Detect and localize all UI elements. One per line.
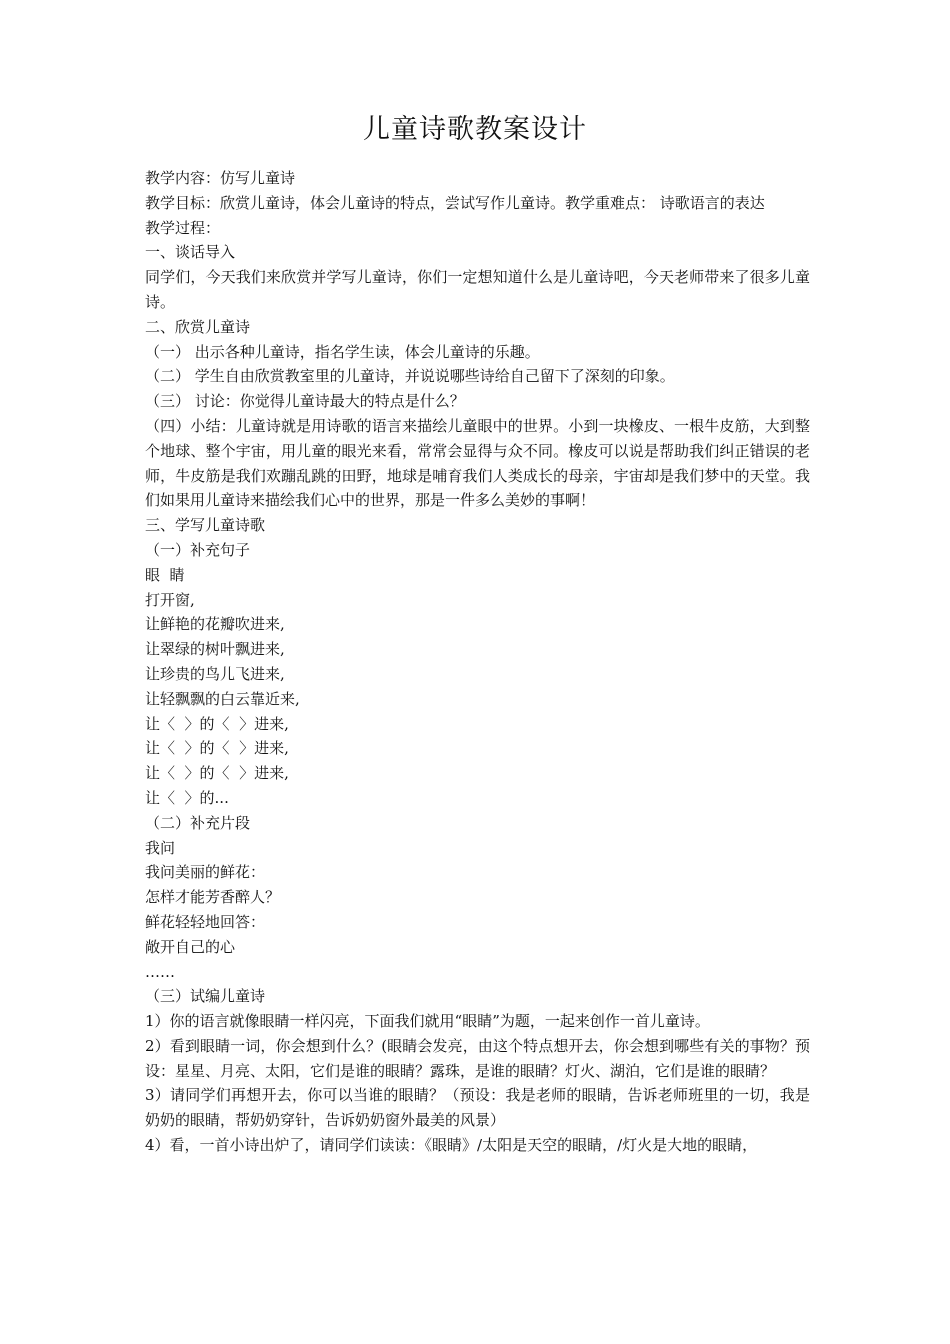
- compose-step-1: 1）你的语言就像眼睛一样闪亮，下面我们就用“眼睛”为题，一起来创作一首儿童诗。: [145, 1012, 710, 1031]
- compose-step-2: 2）看到眼睛一词，你会想到什么？(眼睛会发亮，由这个特点想开去，你会想到哪些有关的事物？预设：星星、月亮、太阳，它们是谁的眼睛？露珠，是谁的眼睛？灯火、湖泊，它们是谁的眼睛？: [145, 1036, 810, 1080]
- fragment-line: 我问美丽的鲜花：: [145, 863, 266, 882]
- poem-blank-line: 让〈 〉的〈 〉进来,: [145, 739, 289, 758]
- teaching-content-line: 教学内容：仿写儿童诗: [145, 169, 296, 187]
- fragment-line: 怎样才能芳香醉人？: [145, 888, 281, 907]
- poem-title-eyes: 眼 睛: [145, 565, 185, 584]
- fragment-line: 我问: [145, 838, 176, 857]
- section-heading-write: 三、学写儿童诗歌: [145, 516, 266, 535]
- subsection-complete-sentences: （一）补充句子: [145, 540, 251, 559]
- section-heading-appreciate: 二、欣赏儿童诗: [145, 317, 251, 336]
- summary-paragraph: （四）小结：儿童诗就是用诗歌的语言来描绘儿童眼中的世界。小到一块橡皮、一根牛皮筋，大到整个地球、整个宇宙，用儿童的眼光来看，常常会显得与众不同。橡皮可以说是帮助我们纠正错误的老师，牛皮筋是我们欢蹦乱跳的田野，地球是哺育我们人类成长的母亲，宇宙却是我们梦中的天堂。我们如果用儿童诗来描绘我们心中的世界，那是一件多么美妙的事啊！: [145, 416, 810, 510]
- poem-line: 让轻飘飘的白云靠近来,: [145, 689, 300, 708]
- document-body: [145, 166, 810, 1158]
- poem-line: 让珍贵的鸟儿飞进来,: [145, 664, 285, 683]
- compose-step-3: 3）请同学们再想开去，你可以当谁的眼睛？（预设：我是老师的眼睛，告诉老师班里的一切，我是奶奶的眼睛，帮奶奶穿针，告诉奶奶窗外最美的风景）: [145, 1086, 810, 1130]
- fragment-line: 敞开自己的心: [145, 937, 236, 956]
- subsection-compose-poem: （三）试编儿童诗: [145, 987, 266, 1006]
- intro-paragraph: 同学们，今天我们来欣赏并学写儿童诗，你们一定想知道什么是儿童诗吧，今天老师带来了很多儿童诗。: [145, 268, 810, 311]
- poem-blank-line: 让〈 〉的〈 〉进来,: [145, 764, 289, 783]
- section-heading-intro: 一、谈话导入: [145, 243, 236, 262]
- appreciate-item-2: （二） 学生自由欣赏教室里的儿童诗，并说说哪些诗给自己留下了深刻的印象。: [145, 367, 675, 386]
- poem-blank-line: 让〈 〉的〈 〉进来,: [145, 714, 289, 733]
- fragment-ellipsis: ……: [145, 962, 175, 981]
- poem-line: 让翠绿的树叶飘进来,: [145, 640, 285, 659]
- appreciate-item-3: （三） 讨论：你觉得儿童诗最大的特点是什么？: [145, 392, 465, 411]
- subsection-complete-fragment: （二）补充片段: [145, 813, 251, 832]
- poem-line: 打开窗,: [145, 590, 195, 609]
- poem-line: 让鲜艳的花瓣吹进来,: [145, 615, 285, 634]
- teaching-process-heading: 教学过程：: [145, 218, 221, 237]
- appreciate-item-1: （一） 出示各种儿童诗，指名学生读，体会儿童诗的乐趣。: [145, 342, 540, 361]
- teaching-goal-paragraph: 教学目标：欣赏儿童诗，体会儿童诗的特点，尝试写作儿童诗。教学重难点： 诗歌语言的表达: [145, 193, 765, 212]
- document-title: 儿童诗歌教案设计: [363, 114, 587, 145]
- fragment-line: 鲜花轻轻地回答：: [145, 912, 266, 931]
- poem-blank-line: 让〈 〉的...: [145, 788, 229, 807]
- compose-step-4: 4）看，一首小诗出炉了，请同学们读读：《眼睛》/太阳是天空的眼睛，/灯火是大地的眼睛，: [145, 1136, 758, 1155]
